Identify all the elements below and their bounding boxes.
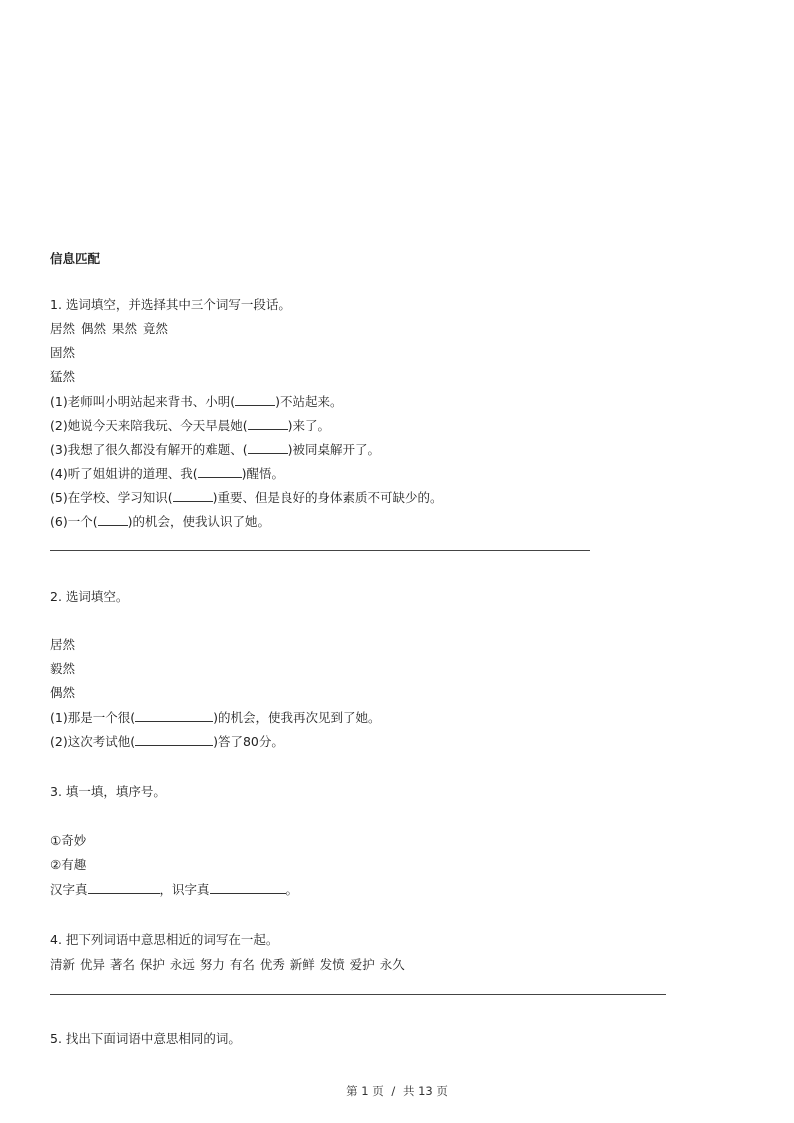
- q2-option-2: 毅然: [50, 661, 76, 676]
- answer-blank[interactable]: [98, 513, 128, 526]
- q1-item-6: (6)一个( )的机会，使我认识了她。: [50, 514, 270, 529]
- q3-option-1: ①奇妙: [50, 833, 87, 848]
- q3-sentence: 汉字真 ，识字真 。: [50, 882, 299, 897]
- q3-prompt: 3. 填一填，填序号。: [50, 784, 166, 799]
- answer-blank[interactable]: [210, 881, 286, 894]
- q1-options: 居然 偶然 果然 竟然: [50, 321, 168, 336]
- q3-option-2: ②有趣: [50, 857, 87, 872]
- q1-item-5: (5)在学校、学习知识( )重要、但是良好的身体素质不可缺少的。: [50, 490, 443, 505]
- q1-writing-line[interactable]: [50, 550, 590, 551]
- answer-blank[interactable]: [135, 733, 213, 746]
- q2-option-3: 偶然: [50, 685, 76, 700]
- q4-words: 清新 优异 著名 保护 永远 努力 有名 优秀 新鲜 发愤 爱护 永久: [50, 957, 405, 972]
- answer-blank[interactable]: [198, 465, 242, 478]
- q4-writing-line[interactable]: [50, 994, 666, 995]
- q1-item-3: (3)我想了很久都没有解开的难题、( )被同桌解开了。: [50, 442, 380, 457]
- answer-blank[interactable]: [248, 417, 288, 430]
- q4-prompt: 4. 把下列词语中意思相近的词写在一起。: [50, 932, 279, 947]
- q2-item-1: (1)那是一个很( )的机会，使我再次见到了她。: [50, 710, 381, 725]
- q1-option-guran: 固然: [50, 345, 76, 360]
- q5-prompt: 5. 找出下面词语中意思相同的词。: [50, 1031, 241, 1046]
- q2-option-1: 居然: [50, 637, 76, 652]
- answer-blank[interactable]: [235, 393, 275, 406]
- q1-item-4: (4)听了姐姐讲的道理、我( )醒悟。: [50, 466, 284, 481]
- page-number: 第 1 页: [346, 1084, 384, 1098]
- page-total: 共 13 页: [402, 1084, 448, 1098]
- q2-item-2: (2)这次考试他( )答了80分。: [50, 734, 284, 749]
- q1-item-2: (2)她说今天来陪我玩、今天早晨她( )来了。: [50, 418, 330, 433]
- answer-blank[interactable]: [135, 709, 213, 722]
- q1-item-1: (1)老师叫小明站起来背书、小明( )不站起来。: [50, 394, 343, 409]
- q2-prompt: 2. 选词填空。: [50, 589, 129, 604]
- q1-prompt: 1. 选词填空，并选择其中三个词写一段话。: [50, 297, 291, 312]
- page-footer: [0, 1083, 794, 1099]
- answer-blank[interactable]: [88, 881, 160, 894]
- q1-option-mengran: 猛然: [50, 369, 76, 384]
- answer-blank[interactable]: [173, 489, 213, 502]
- page-separator: /: [391, 1084, 396, 1098]
- section-title: 信息匹配: [50, 251, 101, 266]
- answer-blank[interactable]: [248, 441, 288, 454]
